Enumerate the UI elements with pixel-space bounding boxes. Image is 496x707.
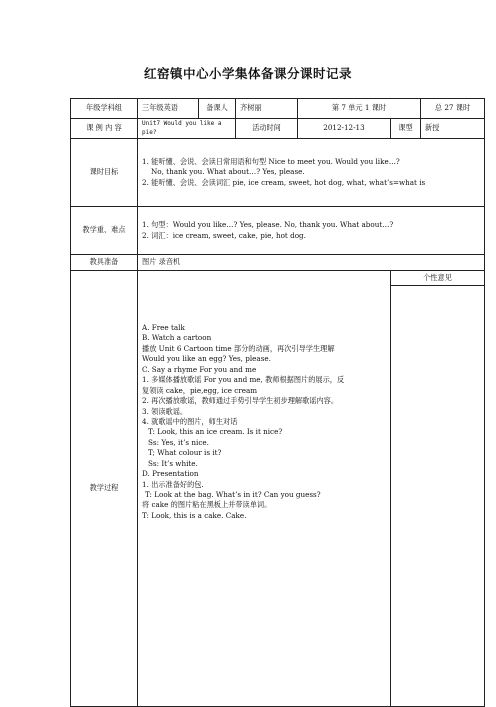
- process-line: D. Presentation: [142, 469, 199, 479]
- objectives-line: 1. 能听懂、会说、会读日常用语和句型 Nice to meet you. Would you like…?: [142, 156, 400, 166]
- process-line: 1. 多媒体播放歌谣 For you and me, 教师根据图片的展示，反: [142, 375, 345, 385]
- keypoints-content: [138, 207, 485, 255]
- process-line: Ss: Yes, it’s nice.: [148, 437, 209, 447]
- tools-row: [71, 255, 485, 271]
- opinion-label: 个性意见: [391, 271, 484, 286]
- opinion-column: [391, 271, 485, 707]
- time-value: 2012-12-13: [298, 119, 391, 139]
- process-line: T: Look at the bag. What’s in it? Can you guess?: [145, 490, 321, 499]
- page-title: 红窑镇中心小学集体备课分课时记录: [143, 66, 352, 81]
- keypoints-line: 2. 词汇：ice cream, sweet, cake, pie, hot dog.: [142, 230, 306, 240]
- process-line: 2. 再次播放歌谣，教师通过手势引导学生初步理解歌谣内容。: [142, 396, 339, 406]
- type-value: 新授: [421, 119, 485, 139]
- process-row: [71, 271, 485, 707]
- case-label: 课 例 内 容: [71, 119, 138, 139]
- total-lessons: 总 27 课时: [421, 99, 485, 119]
- process-line: T: Look, this is a cake. Cake.: [142, 510, 247, 520]
- process-line: C. Say a rhyme For you and me: [142, 364, 257, 374]
- grade-label: 年级学科组: [71, 99, 138, 119]
- keypoints-line: 1. 句型：Would you like…? Yes, please. No, thank you. What about…?: [142, 220, 394, 230]
- unit-lesson: 第 7 单元 1 课时: [298, 99, 421, 119]
- process-label: 教学过程: [71, 271, 138, 707]
- process-line: 4. 就歌谣中的图片，师生对话: [142, 416, 238, 426]
- keypoints-row: [71, 207, 485, 255]
- process-line: 3. 领读歌谣。: [142, 406, 188, 416]
- process-line: B. Watch a cartoon: [142, 333, 212, 343]
- objectives-label: 课时目标: [71, 139, 138, 207]
- process-line: 复领读 cake，pie,egg, ice cream: [142, 385, 258, 395]
- case-value: Unit7 Would you like a pie?: [138, 119, 236, 139]
- objectives-content: [138, 139, 485, 207]
- process-line: Ss: It’s white.: [148, 458, 198, 468]
- tools-value: 图片 录音机: [138, 255, 485, 271]
- type-label: 课型: [391, 119, 421, 139]
- process-line: 将 cake 的图片粘在黑板上并带读单词。: [142, 500, 272, 510]
- process-content: [138, 271, 391, 707]
- process-line: A. Free talk: [142, 323, 185, 332]
- keypoints-label: 教学重、难点: [71, 207, 138, 255]
- preparer-value: 齐树丽: [236, 99, 298, 119]
- process-line: T: Look, this an ice cream. Is it nice?: [148, 427, 283, 437]
- case-row: [71, 119, 485, 139]
- process-line: Would you like an egg? Yes, please.: [142, 354, 271, 364]
- header-row: [71, 99, 485, 119]
- grade-value: 三年级英语: [138, 99, 199, 119]
- preparer-label: 备课人: [199, 99, 236, 119]
- objectives-line: No, thank you. What about…? Yes, please.: [151, 167, 305, 177]
- objectives-line: 2. 能听懂、会说、会读词汇 pie, ice cream, sweet, hot dog, what, what’s=what is: [142, 177, 426, 187]
- process-line: 1. 出示准备好的包.: [142, 479, 204, 489]
- time-label: 活动时间: [236, 119, 298, 139]
- tools-label: 教具准备: [71, 255, 138, 271]
- process-line: 播放 Unit 6 Cartoon time 部分的动画，再次引导学生理解: [142, 343, 335, 353]
- process-lines: [142, 323, 386, 521]
- process-line: T; What colour is it?: [148, 448, 222, 458]
- objectives-row: [71, 139, 485, 207]
- lesson-plan-table: [70, 98, 485, 707]
